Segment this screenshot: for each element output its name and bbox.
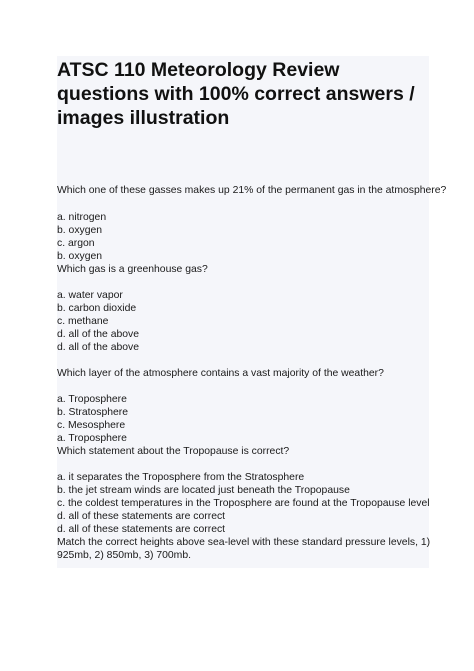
question-1: Which one of these gasses makes up 21% of the permanent gas in the atmosphere? <box>57 185 447 196</box>
question-5-line-2: 925mb, 2) 850mb, 3) 700mb. <box>57 550 191 561</box>
question-3-option-a: a. Troposphere <box>57 394 127 405</box>
question-1-answer: b. oxygen <box>57 251 103 262</box>
question-4-option-b: b. the jet stream winds are located just beneath the Tropopause <box>57 485 350 496</box>
question-4-option-a: a. it separates the Troposphere from the Stratosphere <box>57 472 305 483</box>
question-2: Which gas is a greenhouse gas? <box>57 264 208 275</box>
question-2-answer: d. all of the above <box>57 342 140 353</box>
question-4: Which statement about the Tropopause is correct? <box>57 446 290 457</box>
question-3-option-b: b. Stratosphere <box>57 407 129 418</box>
question-2-option-b: b. carbon dioxide <box>57 303 137 314</box>
question-2-option-c: c. methane <box>57 316 109 327</box>
question-4-option-d: d. all of these statements are correct <box>57 511 226 522</box>
question-4-answer: d. all of these statements are correct <box>57 524 226 535</box>
question-2-option-a: a. water vapor <box>57 290 123 301</box>
question-4-option-c: c. the coldest temperatures in the Troposphere are found at the Tropopause level <box>57 498 430 509</box>
question-3-option-c: c. Mesosphere <box>57 420 126 431</box>
question-3: Which layer of the atmosphere contains a vast majority of the weather? <box>57 368 384 379</box>
document-title: ATSC 110 Meteorology Review questions with 100% correct answers / images illustration <box>57 59 415 129</box>
question-1-option-b: b. oxygen <box>57 225 103 236</box>
question-1-option-a: a. nitrogen <box>57 212 107 223</box>
question-1-option-c: c. argon <box>57 238 95 249</box>
question-3-answer: a. Troposphere <box>57 433 127 444</box>
question-5-line-1: Match the correct heights above sea-level with these standard pressure levels, 1) <box>57 537 431 548</box>
question-2-option-d: d. all of the above <box>57 329 140 340</box>
document-page <box>57 56 447 568</box>
